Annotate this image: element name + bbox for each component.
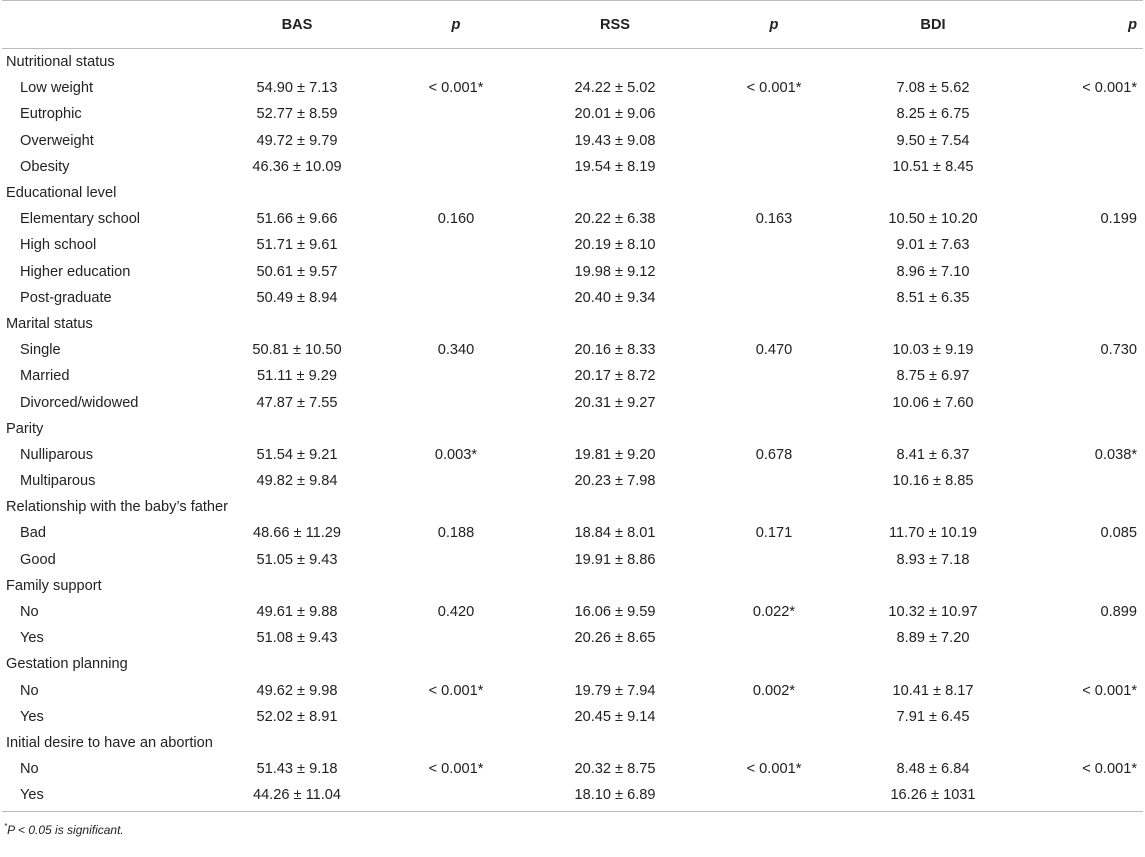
bas-p-value: 0.188	[437, 525, 475, 542]
row-label: Elementary school	[20, 211, 141, 228]
table-row	[2, 782, 1143, 812]
table-row	[2, 259, 1143, 285]
bdi-p-value	[1016, 154, 1143, 180]
bdi-value: 10.16 ± 8.85	[892, 473, 974, 490]
table-row	[2, 442, 1143, 468]
rss-value: 20.22 ± 6.38	[574, 211, 656, 228]
bdi-value: 8.96 ± 7.10	[896, 263, 970, 280]
bas-value: 51.11 ± 9.29	[257, 368, 337, 385]
group-title: Nutritional status	[6, 54, 115, 71]
bdi-p-value: 0.730	[1100, 342, 1137, 359]
header-row	[2, 1, 1143, 49]
bdi-value: 11.70 ± 10.19	[888, 525, 978, 542]
group-title: Relationship with the baby’s father	[6, 499, 229, 516]
bdi-p-value	[1016, 232, 1143, 258]
group-header-row	[2, 494, 1143, 520]
rss-value: 20.40 ± 9.34	[574, 289, 656, 306]
group-title: Parity	[6, 420, 44, 437]
bas-p-value	[380, 128, 532, 154]
rss-p-value	[698, 101, 850, 127]
row-label: Overweight	[20, 132, 94, 149]
table-row	[2, 285, 1143, 311]
bdi-value: 7.91 ± 6.45	[896, 708, 970, 725]
bdi-p-value	[1016, 704, 1143, 730]
bas-p-value	[380, 625, 532, 651]
bas-value: 48.66 ± 11.29	[252, 525, 342, 542]
bas-value: 50.81 ± 10.50	[252, 342, 342, 359]
rss-p-value	[698, 232, 850, 258]
bdi-value: 8.75 ± 6.97	[896, 368, 970, 385]
bas-value: 51.71 ± 9.61	[256, 237, 338, 254]
bas-p-value	[380, 704, 532, 730]
rss-p-value: 0.678	[755, 446, 793, 463]
results-table	[2, 0, 1143, 812]
bas-value: 47.87 ± 7.55	[256, 394, 338, 411]
rss-value: 19.79 ± 7.94	[574, 682, 656, 699]
group-header-row	[2, 573, 1143, 599]
table-row	[2, 206, 1143, 232]
rss-value: 20.17 ± 8.72	[574, 368, 656, 385]
bdi-value: 10.51 ± 8.45	[892, 158, 974, 175]
bdi-value: 9.01 ± 7.63	[896, 237, 970, 254]
bdi-p-value: < 0.001*	[1082, 761, 1137, 778]
rss-p-value	[698, 259, 850, 285]
rss-p-value	[698, 154, 850, 180]
rss-p-value: 0.163	[755, 211, 793, 228]
row-label: Yes	[2, 782, 214, 812]
bas-value: 49.82 ± 9.84	[256, 473, 338, 490]
bdi-p-value	[1016, 363, 1143, 389]
rss-p-value: < 0.001*	[746, 761, 802, 778]
bas-p-value	[380, 232, 532, 258]
rss-p-value	[698, 782, 850, 812]
row-label: No	[20, 761, 39, 778]
row-label: Post-graduate	[20, 289, 112, 306]
bdi-value: 10.41 ± 8.17	[892, 682, 974, 699]
table-row	[2, 678, 1143, 704]
rss-p-value	[698, 128, 850, 154]
bdi-p-value	[1016, 285, 1143, 311]
header-rss: RSS	[532, 1, 698, 49]
bdi-value: 8.51 ± 6.35	[896, 289, 970, 306]
bas-value: 51.43 ± 9.18	[256, 761, 338, 778]
bdi-value: 8.25 ± 6.75	[896, 106, 970, 123]
bdi-p-value	[1016, 782, 1143, 812]
row-label: No	[20, 604, 39, 621]
group-header-row	[2, 730, 1143, 756]
bdi-p-value: < 0.001*	[1082, 80, 1137, 97]
rss-value: 19.91 ± 8.86	[574, 551, 656, 568]
rss-value: 19.81 ± 9.20	[574, 446, 656, 463]
bas-p-value: 0.420	[437, 604, 475, 621]
rss-value: 20.26 ± 8.65	[574, 630, 656, 647]
bas-p-value	[380, 389, 532, 415]
bas-value: 50.61 ± 9.57	[256, 263, 338, 280]
row-label: Single	[20, 342, 61, 359]
bas-p-value	[380, 101, 532, 127]
row-label: Yes	[20, 630, 44, 647]
bdi-p-value	[1016, 468, 1143, 494]
bas-p-value	[380, 154, 532, 180]
bdi-p-value: < 0.001*	[1082, 682, 1137, 699]
rss-value: 20.19 ± 8.10	[574, 237, 656, 254]
rss-value: 20.32 ± 8.75	[574, 761, 656, 778]
rss-p-value	[698, 625, 850, 651]
bas-p-value	[380, 547, 532, 573]
bdi-value: 10.32 ± 10.97	[888, 604, 978, 621]
row-label: Low weight	[20, 80, 94, 97]
header-bas: BAS	[214, 1, 380, 49]
group-title: Marital status	[6, 315, 93, 332]
bas-p-value	[380, 285, 532, 311]
rss-p-value	[698, 704, 850, 730]
bdi-p-value	[1016, 547, 1143, 573]
row-label: Good	[20, 551, 56, 568]
bdi-p-value: 0.199	[1100, 211, 1137, 228]
bas-value: 52.02 ± 8.91	[256, 708, 338, 725]
bdi-value: 8.93 ± 7.18	[896, 551, 970, 568]
table-row	[2, 101, 1143, 127]
rss-p-value: 0.470	[755, 342, 793, 359]
bas-value: 52.77 ± 8.59	[256, 106, 338, 123]
row-label: Obesity	[20, 158, 70, 175]
bdi-p-value	[1016, 101, 1143, 127]
group-header-row	[2, 416, 1143, 442]
table-row	[2, 520, 1143, 546]
bas-value: 49.62 ± 9.98	[256, 682, 338, 699]
group-header-row	[2, 180, 1143, 206]
bdi-value: 9.50 ± 7.54	[896, 132, 970, 149]
table-body	[2, 49, 1143, 812]
row-label: Nulliparous	[20, 446, 94, 463]
bdi-value: 8.48 ± 6.84	[896, 761, 970, 778]
group-header-row	[2, 651, 1143, 677]
header-variable	[2, 1, 214, 49]
row-label: No	[20, 682, 39, 699]
rss-value: 20.23 ± 7.98	[574, 473, 656, 490]
row-label: Married	[20, 368, 70, 385]
table-row	[2, 468, 1143, 494]
bdi-p-value	[1016, 625, 1143, 651]
rss-p-value: < 0.001*	[746, 80, 802, 97]
header-p-rss: p	[698, 1, 850, 49]
group-title: Gestation planning	[6, 656, 128, 673]
rss-value: 20.31 ± 9.27	[574, 394, 656, 411]
bas-value: 51.66 ± 9.66	[256, 211, 338, 228]
header-bdi: BDI	[850, 1, 1016, 49]
bas-value: 51.54 ± 9.21	[256, 446, 338, 463]
table-row	[2, 389, 1143, 415]
bdi-p-value: 0.085	[1100, 525, 1137, 542]
footnote	[0, 822, 1145, 837]
bas-value: 46.36 ± 10.09	[252, 158, 342, 175]
rss-p-value	[698, 468, 850, 494]
header-p-bas: p	[380, 1, 532, 49]
group-header-row	[2, 49, 1143, 76]
bdi-value: 8.89 ± 7.20	[896, 630, 970, 647]
group-title: Family support	[6, 577, 102, 594]
bas-value: 51.05 ± 9.43	[256, 551, 338, 568]
row-label: Multiparous	[20, 473, 96, 490]
rss-p-value: 0.171	[755, 525, 793, 542]
group-title: Educational level	[6, 185, 117, 202]
bdi-value: 10.50 ± 10.20	[888, 211, 978, 228]
footnote-mark: *	[4, 822, 8, 832]
rss-value: 19.98 ± 9.12	[574, 263, 656, 280]
table-header	[2, 1, 1143, 49]
rss-value: 20.01 ± 9.06	[574, 106, 656, 123]
table-row	[2, 547, 1143, 573]
row-label: Higher education	[20, 263, 131, 280]
table-row	[2, 75, 1143, 101]
table-row	[2, 704, 1143, 730]
bas-value: 50.49 ± 8.94	[256, 289, 338, 306]
rss-p-value	[698, 389, 850, 415]
bas-p-value	[380, 782, 532, 812]
bdi-p-value	[1016, 389, 1143, 415]
rss-p-value	[698, 285, 850, 311]
footnote-text: P < 0.05 is significant.	[7, 823, 124, 838]
group-title: Initial desire to have an abortion	[6, 734, 213, 751]
rss-value: 18.10 ± 6.89	[532, 782, 698, 812]
table-row	[2, 756, 1143, 782]
bas-p-value: 0.003*	[434, 446, 478, 463]
bas-p-value	[380, 363, 532, 389]
bas-value: 44.26 ± 11.04	[214, 782, 380, 812]
row-label: High school	[20, 237, 97, 254]
table-row	[2, 599, 1143, 625]
row-label: Divorced/widowed	[20, 394, 139, 411]
rss-value: 24.22 ± 5.02	[574, 80, 656, 97]
rss-value: 16.06 ± 9.59	[574, 604, 656, 621]
bas-value: 49.72 ± 9.79	[256, 132, 338, 149]
bas-p-value: 0.160	[437, 211, 475, 228]
row-label: Yes	[20, 708, 44, 725]
table-row	[2, 625, 1143, 651]
row-label: Bad	[20, 525, 46, 542]
rss-p-value: 0.022*	[752, 604, 796, 621]
bas-p-value: 0.340	[437, 342, 475, 359]
rss-value: 20.16 ± 8.33	[574, 342, 656, 359]
bas-p-value: < 0.001*	[428, 80, 484, 97]
bdi-p-value	[1016, 259, 1143, 285]
rss-value: 20.45 ± 9.14	[574, 708, 656, 725]
rss-p-value	[698, 363, 850, 389]
rss-value: 19.43 ± 9.08	[574, 132, 656, 149]
rss-p-value: 0.002*	[752, 682, 796, 699]
bas-p-value	[380, 468, 532, 494]
bdi-value: 7.08 ± 5.62	[896, 80, 970, 97]
row-label: Eutrophic	[20, 106, 82, 123]
bas-value: 51.08 ± 9.43	[256, 630, 338, 647]
rss-value: 19.54 ± 8.19	[574, 158, 656, 175]
bdi-p-value	[1016, 128, 1143, 154]
bas-value: 49.61 ± 9.88	[256, 604, 338, 621]
bas-p-value: < 0.001*	[428, 761, 484, 778]
table-row	[2, 128, 1143, 154]
bas-p-value	[380, 259, 532, 285]
bas-p-value: < 0.001*	[428, 682, 484, 699]
table-row	[2, 232, 1143, 258]
bdi-p-value: 0.038*	[1094, 446, 1137, 463]
rss-p-value	[698, 547, 850, 573]
group-header-row	[2, 311, 1143, 337]
table-row	[2, 154, 1143, 180]
table-row	[2, 337, 1143, 363]
bdi-value: 8.41 ± 6.37	[896, 446, 970, 463]
header-p-bdi: p	[1016, 1, 1143, 49]
bdi-value: 10.03 ± 9.19	[892, 342, 974, 359]
bdi-value: 16.26 ± 1031	[850, 782, 1016, 812]
table-row	[2, 363, 1143, 389]
bas-value: 54.90 ± 7.13	[256, 80, 338, 97]
bdi-value: 10.06 ± 7.60	[892, 394, 974, 411]
rss-value: 18.84 ± 8.01	[574, 525, 656, 542]
bdi-p-value: 0.899	[1100, 604, 1137, 621]
